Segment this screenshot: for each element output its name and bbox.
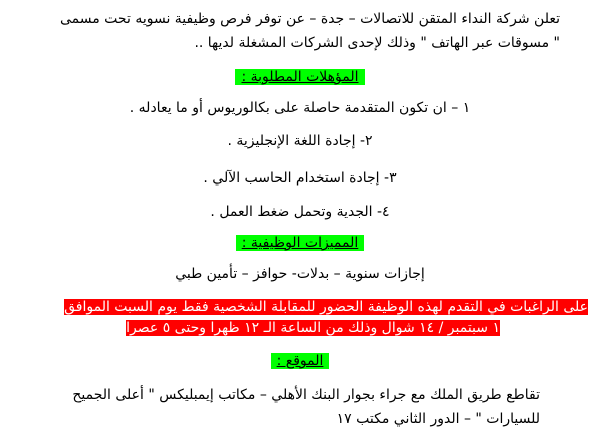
benefits-heading-row [0,233,600,253]
benefits-text: إجازات سنوية – بدلات- حوافز – تأمين طبي [175,266,425,282]
benefits-heading: المميزات الوظيفية : [236,235,365,251]
qualification-item-1: ١ – ان تكون المتقدمة حاصلة على بكالوريوس أو ما يعادله . [129,100,471,116]
qualification-item-2: ٢- إجادة اللغة الإنجليزية . [227,133,373,149]
notice-line-2-row [0,318,500,338]
qualification-item-4: ٤- الجدية وتحمل ضغط العمل . [210,204,390,220]
qualification-item-3: ٣- إجادة استخدام الحاسب الآلي . [203,170,397,186]
notice-line-1-row [0,297,588,317]
location-line-2: للسيارات " – الدور الثاني مكتب ١٧ [336,411,540,427]
qualifications-heading-row [0,67,600,87]
notice-line-2: ١ سبتمبر / ١٤ شوال وذلك من الساعة الـ ١٢ ظهرا وحتى ٥ عصرا [126,320,500,336]
location-line-1: تقاطع طريق الملك مع جراء بجوار البنك الأهلي – مكاتب إيمبليكس " أعلى الجميح [72,387,540,403]
intro-line-2: " مسوقات عبر الهاتف " وذلك لإحدى الشركات المشغلة لديها .. [194,35,560,51]
qualifications-heading: المؤهلات المطلوبة : [235,69,364,85]
notice-line-1: على الراغبات في التقدم لهذه الوظيفة الحضور للمقابلة الشخصية فقط يوم السبت الموافق [64,299,588,315]
intro-line-1: تعلن شركة النداء المتقن للاتصالات – جدة – عن توفر فرص وظيفية نسويه تحت مسمى [59,11,560,27]
location-heading-row [0,351,600,371]
location-heading: الموقع : [271,353,330,369]
